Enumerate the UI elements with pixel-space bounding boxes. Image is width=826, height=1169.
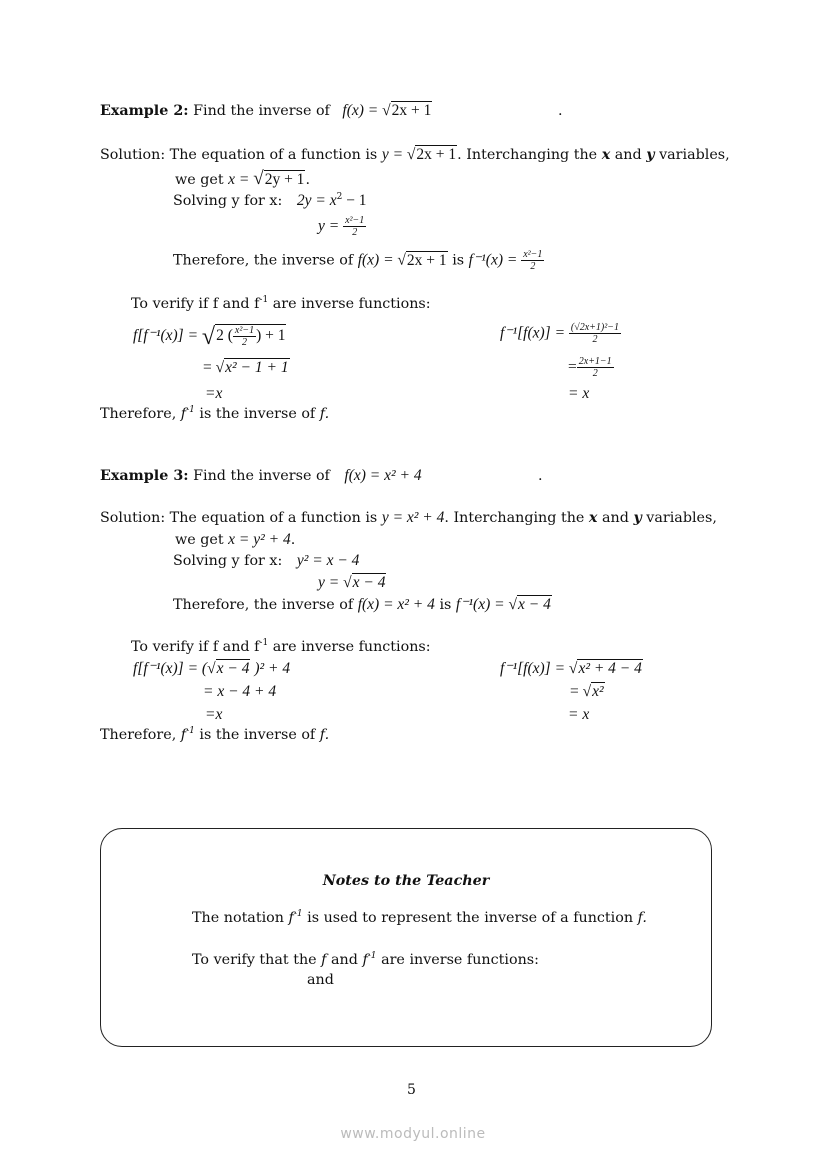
text: . (305, 172, 310, 188)
prompt: Find the inverse of (193, 103, 330, 119)
ex3-left-1: f[f⁻¹(x)] = (√x − 4 )² + 4 (133, 660, 291, 677)
math: x = y² + 4 (228, 531, 291, 548)
prompt: Find the inverse of (193, 468, 330, 484)
numerator: (√2x+1)²−1 (570, 322, 620, 333)
text: is (434, 597, 456, 613)
math: f (180, 406, 187, 422)
text: Solving y for x: (173, 193, 283, 209)
ex3-left-2: = x − 4 + 4 (203, 683, 277, 700)
text: and (326, 952, 363, 968)
radicand: 2y + 1 (264, 171, 305, 188)
superscript: -1 (367, 951, 377, 961)
radicand: x − 4 (517, 596, 551, 613)
radicand: 2x + 1 (406, 251, 447, 269)
ex3-we-get (175, 530, 295, 550)
math: f(x) = x² + 4 (344, 467, 422, 484)
math: y = (318, 217, 344, 235)
text: is (447, 252, 469, 269)
math: f[f⁻¹(x)] = ( (133, 660, 208, 677)
math: f (288, 910, 294, 926)
math: f (321, 952, 327, 968)
numerator: x²−1 (234, 325, 255, 336)
ex2-y-fraction (318, 215, 366, 238)
text: Solution: The equation of a function is (100, 147, 382, 163)
ex2-right-2 (568, 356, 614, 379)
math: 2 ( (216, 327, 233, 345)
radicand: x − 4 (216, 660, 250, 677)
period: . (558, 103, 563, 119)
ex3-conclusion (100, 725, 329, 745)
ex2-left-3: =x (205, 385, 223, 402)
text: Therefore, (100, 406, 181, 422)
ex2-left-1: f[f⁻¹(x)] = √2 ( $\frac{\text{x²−1}}{2}$ ) + 1 (133, 324, 286, 351)
radicand: x − 4 (352, 574, 386, 591)
var-x: x (601, 147, 611, 163)
numerator: 2x+1−1 (578, 356, 612, 367)
denominator: 2 (592, 368, 598, 379)
superscript: -1 (259, 295, 269, 305)
ex2-solution-line: Solution: The equation of a function is y = √2x + 1. Interchanging the x and y variables, (100, 146, 730, 163)
math: f⁻¹(x) = (455, 596, 509, 613)
ex2-conclusion (100, 404, 329, 424)
superscript: -1 (293, 909, 303, 919)
text: . Interchanging the (457, 147, 602, 163)
text: To verify if f and f (131, 296, 260, 312)
text: are inverse functions: (376, 952, 539, 968)
ex2-right-3: = x (568, 385, 590, 402)
text: and (610, 147, 647, 163)
math: − 1 (342, 192, 367, 209)
text: . Interchanging the (444, 510, 589, 526)
denominator: 2 (530, 261, 536, 272)
var-x: x (588, 510, 598, 526)
math: 2y = x (296, 192, 337, 209)
math: f. (637, 910, 647, 926)
text: we get (175, 532, 229, 548)
ex3-y-sqrt: y = √x − 4 (318, 574, 386, 591)
notes-line-2 (192, 950, 539, 970)
math: = (568, 358, 577, 376)
math: f. (319, 406, 330, 422)
radicand: x² (592, 683, 604, 700)
example-label: Example 3: (100, 468, 189, 484)
numerator: x²−1 (345, 215, 365, 226)
ex2-we-get: we get x = √2y + 1. (175, 168, 310, 189)
text: we get (175, 172, 229, 188)
ex3-solution-line (100, 508, 717, 528)
denominator: 2 (241, 337, 247, 348)
var-y: y (646, 147, 655, 163)
text: Therefore, the inverse of (173, 252, 358, 269)
text: are inverse functions: (268, 639, 431, 655)
text: Therefore, the inverse of (173, 597, 358, 613)
math: f (362, 952, 368, 968)
page-number: 5 (407, 1082, 416, 1098)
radicand: x² − 1 + 1 (225, 359, 289, 376)
text: variables, (641, 510, 717, 526)
notes-to-teacher-box (100, 828, 712, 1047)
math: x = (228, 171, 254, 188)
radicand: x² + 4 − 4 (578, 660, 642, 677)
example-label: Example 2: (100, 103, 189, 119)
ex2-left-2: = √x² − 1 + 1 (203, 359, 289, 376)
ex2-therefore: Therefore, the inverse of f(x) = √2x + 1 is f⁻¹(x) = $\frac{\text{x²−1}}{2}$ (173, 249, 543, 272)
math: y = (381, 146, 407, 163)
text: and (597, 510, 634, 526)
ex3-therefore: Therefore, the inverse of f(x) = x² + 4 is f⁻¹(x) = √x − 4 (173, 596, 551, 613)
text: The notation (192, 910, 289, 926)
ex3-solving (173, 551, 359, 571)
math: ) + 1 (256, 327, 286, 345)
math: f(x) = x² + 4 (357, 596, 435, 613)
math: = (570, 683, 583, 700)
ex2-verify-heading (131, 294, 431, 314)
text: is the inverse of (194, 406, 320, 422)
text: To verify if f and f (131, 639, 260, 655)
denominator: 2 (352, 227, 358, 238)
math: )² + 4 (250, 660, 291, 677)
watermark: www.modyul.online (340, 1126, 486, 1142)
math: f⁻¹(x) = (468, 251, 522, 269)
math: y = x² + 4 (381, 509, 445, 526)
ex3-right-2: = √x² (570, 683, 604, 700)
period: . (538, 468, 543, 484)
text: is used to represent the inverse of a function (302, 910, 638, 926)
math: f (180, 727, 187, 743)
ex2-solving: Solving y for x: $2y = x^2 - 1$ (173, 192, 367, 209)
math: y² = x − 4 (296, 552, 360, 569)
var-y: y (633, 510, 642, 526)
text: To verify that the (192, 952, 322, 968)
superscript: -1 (186, 405, 195, 415)
radicand: 2x + 1 (391, 102, 432, 119)
math: f(x) = (342, 102, 383, 119)
ex3-verify-heading (131, 637, 431, 657)
example-2-heading: Example 2: Find the inverse of f(x) = √2x + 1 (100, 102, 432, 119)
text: Therefore, (100, 727, 181, 743)
radicand: 2x + 1 (416, 146, 457, 163)
notes-title: Notes to the Teacher (322, 873, 490, 889)
math: y = (318, 574, 344, 591)
ex3-right-1: f⁻¹[f(x)] = √x² + 4 − 4 (500, 660, 642, 677)
text: . (290, 532, 296, 548)
math: f. (319, 727, 330, 743)
text: variables, (654, 147, 730, 163)
math: f⁻¹[f(x)] = (500, 660, 569, 677)
numerator: x²−1 (523, 249, 543, 260)
notes-and: and (307, 972, 334, 988)
superscript: -1 (259, 638, 269, 648)
ex3-left-3: =x (205, 706, 223, 723)
text: Solution: The equation of a function is (100, 510, 382, 526)
math: = (203, 359, 216, 376)
ex3-right-3: = x (568, 706, 590, 723)
math: f[f⁻¹(x)] = (133, 327, 202, 345)
text: is the inverse of (194, 727, 320, 743)
notes-line-1 (192, 908, 647, 928)
denominator: 2 (592, 334, 598, 345)
math: f⁻¹[f(x)] = (500, 324, 569, 342)
example-3-heading (100, 466, 422, 486)
math: f(x) = (357, 251, 398, 269)
ex2-right-1 (500, 322, 621, 345)
text: Solving y for x: (173, 553, 283, 569)
superscript: -1 (186, 726, 195, 736)
text: are inverse functions: (268, 296, 431, 312)
